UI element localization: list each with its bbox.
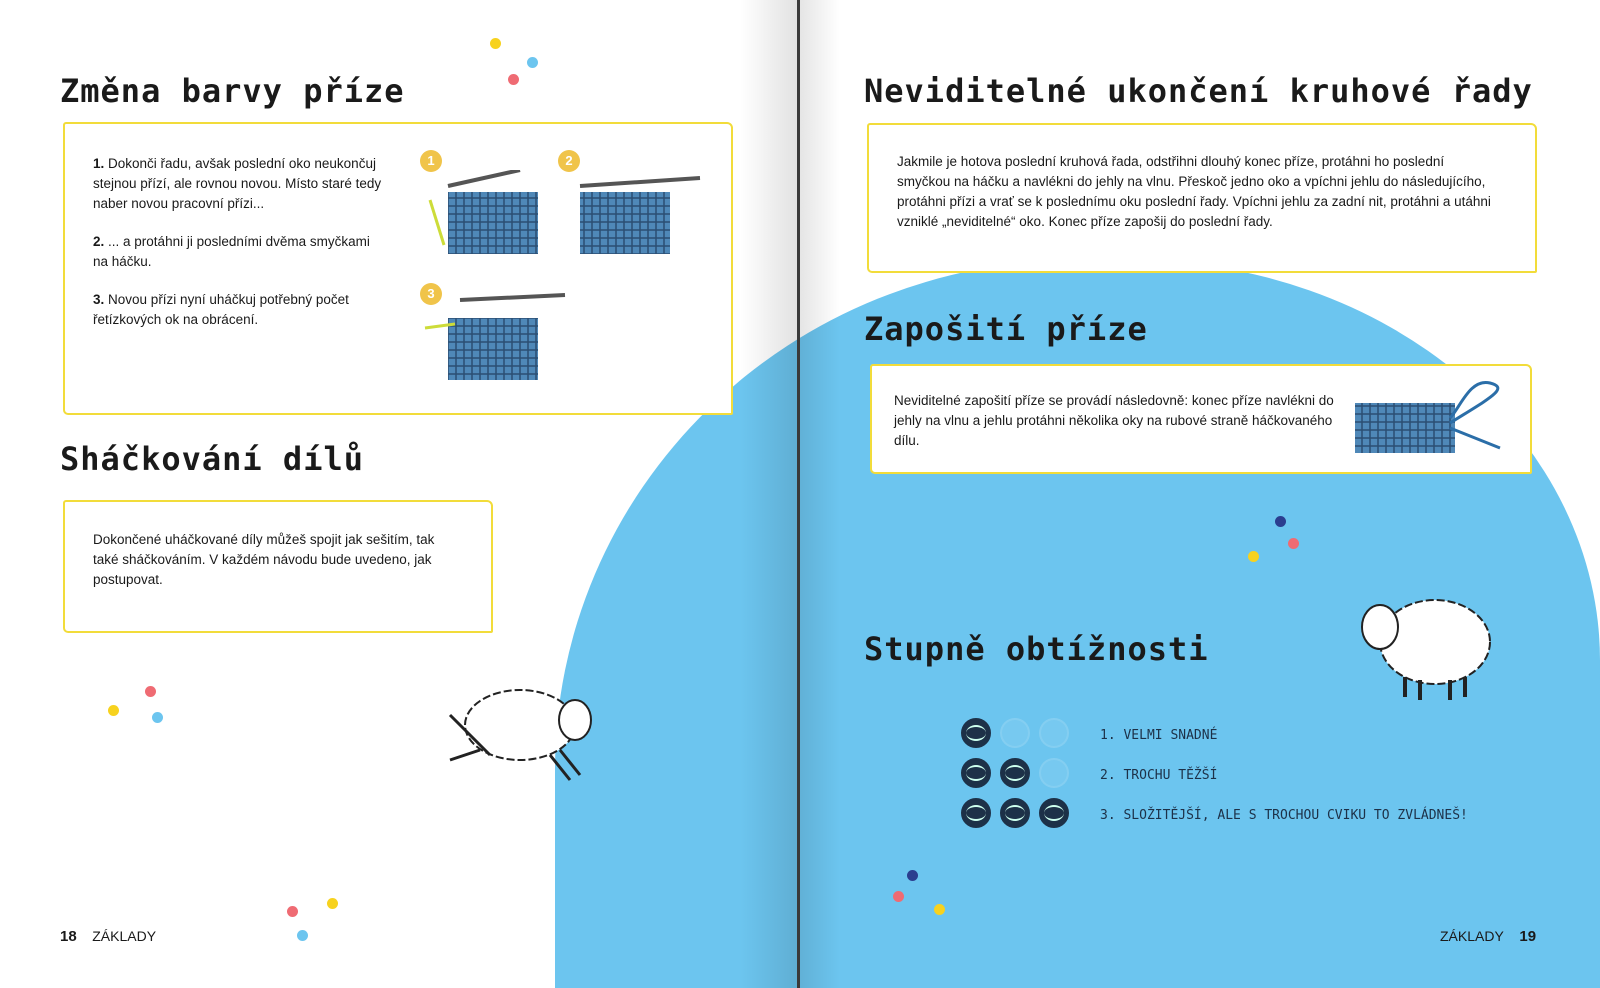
yarn-ball-icon (961, 718, 991, 748)
decor-dot (907, 870, 918, 881)
sheep-illustration (1350, 592, 1500, 712)
decor-dot (145, 686, 156, 697)
section-title: Zapošití příze (864, 310, 1148, 348)
step-badge: 3 (420, 283, 442, 305)
decor-dot (1275, 516, 1286, 527)
step-badge: 1 (420, 150, 442, 172)
decor-dot (527, 57, 538, 68)
weaving-illustration (1350, 378, 1510, 458)
yarn-ball-icon (1000, 758, 1030, 788)
section-title: Sháčkování dílů (60, 440, 364, 478)
step-2: 2. ... a protáhni ji posledními dvěma smyčkami na háčku. (93, 234, 370, 269)
joining-box (63, 500, 493, 633)
section-title: Neviditelné ukončení kruhové řady (864, 72, 1533, 110)
step-badge: 2 (558, 150, 580, 172)
decor-dot (108, 705, 119, 716)
decor-dot (490, 38, 501, 49)
page-footer-right: ZÁKLADY 19 (1440, 928, 1537, 945)
invisible-finish-text: Jakmile je hotova poslední kruhová řada, odstřihni dlouhý konec příze, protáhni ho poslední smyčkou na háčku a navlékni do jehly na vlnu. Přeskoč jedno oko a vpíchni jehlu do následujícího, protáhni přízi a vrať se k poslednímu oku poslední řady. Vpíchni jehlu za zadní nit, protáhni a utáhni vzniklé „neviditelné“ oko. Konec příze zapošij do poslední řady. (897, 154, 1491, 229)
decor-dot (287, 906, 298, 917)
yarn-ball-icon (961, 758, 991, 788)
page-footer-left: 18 ZÁKLADY (60, 928, 157, 945)
yarn-ball-icon (1039, 758, 1069, 788)
decor-dot (508, 74, 519, 85)
yarn-ball-icon (1000, 718, 1030, 748)
decor-dot (327, 898, 338, 909)
yarn-ball-icon (1000, 798, 1030, 828)
yarn-ball-icon (1039, 718, 1069, 748)
difficulty-level-1: 1. VELMI SNADNÉ (1100, 728, 1218, 743)
section-title: Změna barvy příze (60, 72, 405, 110)
decor-dot (893, 891, 904, 902)
sheep-illustration (440, 680, 610, 790)
step-3: 3. Novou přízi nyní uháčkuj potřebný počet řetízkových ok na obrácení. (93, 292, 349, 327)
yarn-ball-icon (1039, 798, 1069, 828)
page-shadow (740, 0, 800, 988)
difficulty-level-2: 2. TROCHU TĚŽŠÍ (1100, 768, 1218, 783)
invisible-finish-box (867, 123, 1537, 273)
crochet-illustrations (420, 170, 720, 390)
decor-dot (297, 930, 308, 941)
step-1: 1. Dokonči řadu, avšak poslední oko neukončuj stejnou přízí, ale rovnou novou. Místo staré tedy naber novou pracovní přízi... (93, 156, 382, 211)
weaving-box (870, 364, 1532, 474)
decor-dot (1288, 538, 1299, 549)
section-title: Stupně obtížnosti (864, 630, 1209, 668)
page-shadow (800, 0, 840, 988)
decor-dot (934, 904, 945, 915)
decor-dot (152, 712, 163, 723)
decor-dot (1248, 551, 1259, 562)
weaving-text: Neviditelné zapošití příze se provádí následovně: konec příze navlékni do jehly na vlnu a jehlu protáhni několika oky na rubové straně háčkovaného dílu. (894, 393, 1334, 448)
difficulty-level-3: 3. SLOŽITĚJŠÍ, ALE S TROCHOU CVIKU TO ZVLÁDNEŠ! (1100, 808, 1468, 823)
joining-text: Dokončené uháčkované díly můžeš spojit jak sešitím, tak také sháčkováním. V každém návodu bude uvedeno, jak postupovat. (93, 532, 435, 587)
yarn-ball-icon (961, 798, 991, 828)
book-spine (797, 0, 800, 988)
